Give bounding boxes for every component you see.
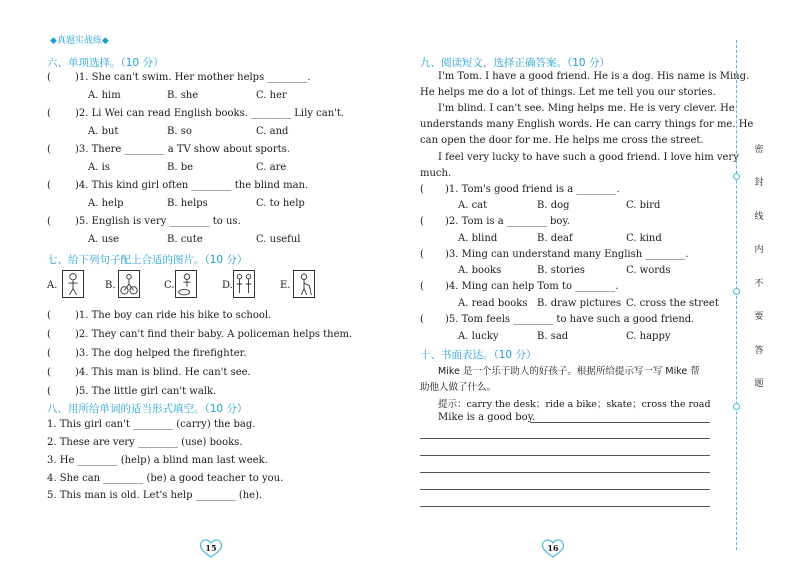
option-c: C. cross the street	[626, 298, 719, 309]
passage-line: I'm blind. I can't see. Ming helps me. He is very clever. He	[438, 103, 735, 114]
option-a: A. cat	[458, 200, 488, 211]
writing-line[interactable]	[530, 422, 710, 423]
answer-paren: (	[420, 249, 424, 260]
option-c: C. happy	[626, 331, 671, 342]
answer-paren: (	[47, 386, 51, 397]
section-10-title: 十、书面表达。（10 分）	[420, 349, 537, 361]
answer-paren: (	[420, 216, 424, 227]
writing-line[interactable]	[420, 506, 710, 507]
seal-char: 线	[754, 212, 764, 222]
answer-paren: (	[47, 329, 51, 340]
answer-paren: (	[47, 367, 51, 378]
option-b: B. sad	[537, 331, 569, 342]
writing-line[interactable]	[420, 489, 710, 490]
option-b: B. draw pictures	[537, 298, 622, 309]
writing-line[interactable]	[420, 438, 710, 439]
passage-line: much.	[420, 168, 452, 179]
writing-hints: 提示：carry the desk；ride a bike；skate；cross the road	[438, 399, 711, 410]
section-7-title: 七、给下列句子配上合适的图片。（10 分）	[47, 254, 248, 266]
option-c: C. useful	[256, 234, 301, 245]
option-c: C. words	[626, 265, 671, 276]
passage-line: He helps me do a lot of things. Let me tell you our stories.	[420, 87, 716, 98]
picture-dog-icon	[175, 270, 197, 298]
option-b: B. she	[167, 90, 199, 101]
seal-char: 答	[754, 346, 764, 356]
question-text: )2. Li Wei can read English books. ________ Lily can't.	[75, 108, 345, 119]
page-number-left	[198, 537, 224, 559]
passage-line: understands many English words. He can carry things for me. He	[420, 119, 754, 130]
option-a: A. lucky	[458, 331, 499, 342]
writing-prompt: Mike 是一个乐于助人的好孩子。根据所给提示写一写 Mike 帮	[438, 366, 700, 377]
picture-bike-icon	[118, 270, 140, 298]
option-a: A. use	[88, 234, 120, 245]
option-b: B. deaf	[537, 233, 573, 244]
writing-line[interactable]	[420, 455, 710, 456]
seal-char: 内	[754, 245, 764, 255]
answer-paren: (	[420, 184, 424, 195]
option-b: B. stories	[537, 265, 585, 276]
seal-char: 不	[754, 279, 764, 289]
answer-paren: (	[420, 281, 424, 292]
option-b: B. cute	[167, 234, 203, 245]
dashed-seal-line	[736, 40, 737, 550]
question-text: )3. There ________ a TV show about sports.	[75, 144, 290, 155]
picture-person-icon	[62, 270, 84, 298]
section-8-title: 八、用所给单词的适当形式填空。（10 分）	[47, 403, 248, 415]
picture-label-a: A.	[47, 280, 58, 291]
question-text: )1. She can't swim. Her mother helps ________.	[75, 72, 311, 83]
question-text: )3. Ming can understand many English ________.	[445, 249, 689, 260]
option-a: A. help	[88, 198, 124, 209]
seal-char: 题	[754, 379, 764, 389]
answer-paren: (	[47, 216, 51, 227]
page-number-right	[540, 537, 566, 559]
option-c: C. are	[256, 162, 287, 173]
question-text: )4. Ming can help Tom to ________.	[445, 281, 619, 292]
seal-char: 封	[754, 178, 764, 188]
question-text: )4. This man is blind. He can't see.	[75, 367, 251, 378]
question-text: )3. The dog helped the firefighter.	[75, 348, 247, 359]
option-b: B. so	[167, 126, 192, 137]
writing-starter: Mike is a good boy.	[438, 412, 536, 423]
page-number-text: 16	[547, 543, 559, 553]
section-9-title: 九、阅读短文，选择正确答案。（10 分）	[420, 57, 610, 69]
question-text: )2. Tom is a ________ boy.	[445, 216, 570, 227]
writing-prompt-cont: 助他人做了什么。	[420, 382, 497, 393]
answer-paren: (	[420, 314, 424, 325]
section-6-title: 六、单项选择。（10 分）	[47, 57, 164, 69]
seal-char: 要	[754, 312, 764, 322]
question-text: )5. English is very ________ to us.	[75, 216, 241, 227]
option-c: C. to help	[256, 198, 305, 209]
fill-question: 2. These are very ________ (use) books.	[47, 437, 243, 448]
picture-label-b: B.	[105, 280, 116, 291]
answer-paren: (	[47, 310, 51, 321]
question-text: )2. They can't find their baby. A policeman helps them.	[75, 329, 353, 340]
fill-question: 1. This girl can't ________ (carry) the bag.	[47, 419, 256, 430]
answer-paren: (	[47, 348, 51, 359]
section-banner: ◆真题实战练◆	[50, 36, 109, 46]
writing-line[interactable]	[420, 472, 710, 473]
question-text: )1. Tom's good friend is a ________.	[445, 184, 620, 195]
seal-dot	[733, 288, 740, 295]
question-text: )5. The little girl can't walk.	[75, 386, 217, 397]
picture-label-d: D.	[222, 280, 233, 291]
page-number-text: 15	[205, 543, 217, 553]
option-c: C. and	[256, 126, 289, 137]
answer-paren: (	[47, 108, 51, 119]
passage-line: can open the door for me. He helps me cross the street.	[420, 135, 704, 146]
option-b: B. be	[167, 162, 194, 173]
picture-label-c: C.	[164, 280, 175, 291]
option-a: A. blind	[458, 233, 498, 244]
option-c: C. bird	[626, 200, 661, 211]
seal-dot	[733, 173, 740, 180]
option-c: C. kind	[626, 233, 662, 244]
question-text: )5. Tom feels ________ to have such a good friend.	[445, 314, 695, 325]
option-a: A. him	[88, 90, 121, 101]
option-a: A. is	[88, 162, 110, 173]
fill-question: 3. He ________ (help) a blind man last week.	[47, 455, 268, 466]
question-text: )4. This kind girl often ________ the blind man.	[75, 180, 309, 191]
answer-paren: (	[47, 144, 51, 155]
fill-question: 5. This man is old. Let's help ________ (he).	[47, 490, 263, 501]
seal-char: 密	[754, 145, 764, 155]
option-a: A. but	[88, 126, 119, 137]
option-b: B. helps	[167, 198, 208, 209]
passage-line: I feel very lucky to have such a good friend. I love him very	[438, 152, 739, 163]
option-c: C. her	[256, 90, 287, 101]
seal-dot	[733, 403, 740, 410]
option-a: A. read books	[458, 298, 528, 309]
passage-line: I'm Tom. I have a good friend. He is a dog. His name is Ming.	[438, 71, 750, 82]
answer-paren: (	[47, 72, 51, 83]
option-a: A. books	[458, 265, 502, 276]
picture-label-e: E.	[280, 280, 291, 291]
picture-family-icon	[233, 270, 255, 298]
question-text: )1. The boy can ride his bike to school.	[75, 310, 272, 321]
fill-question: 4. She can ________ (be) a good teacher to you.	[47, 473, 284, 484]
answer-paren: (	[47, 180, 51, 191]
picture-blind-man-icon	[293, 270, 315, 298]
option-b: B. dog	[537, 200, 570, 211]
